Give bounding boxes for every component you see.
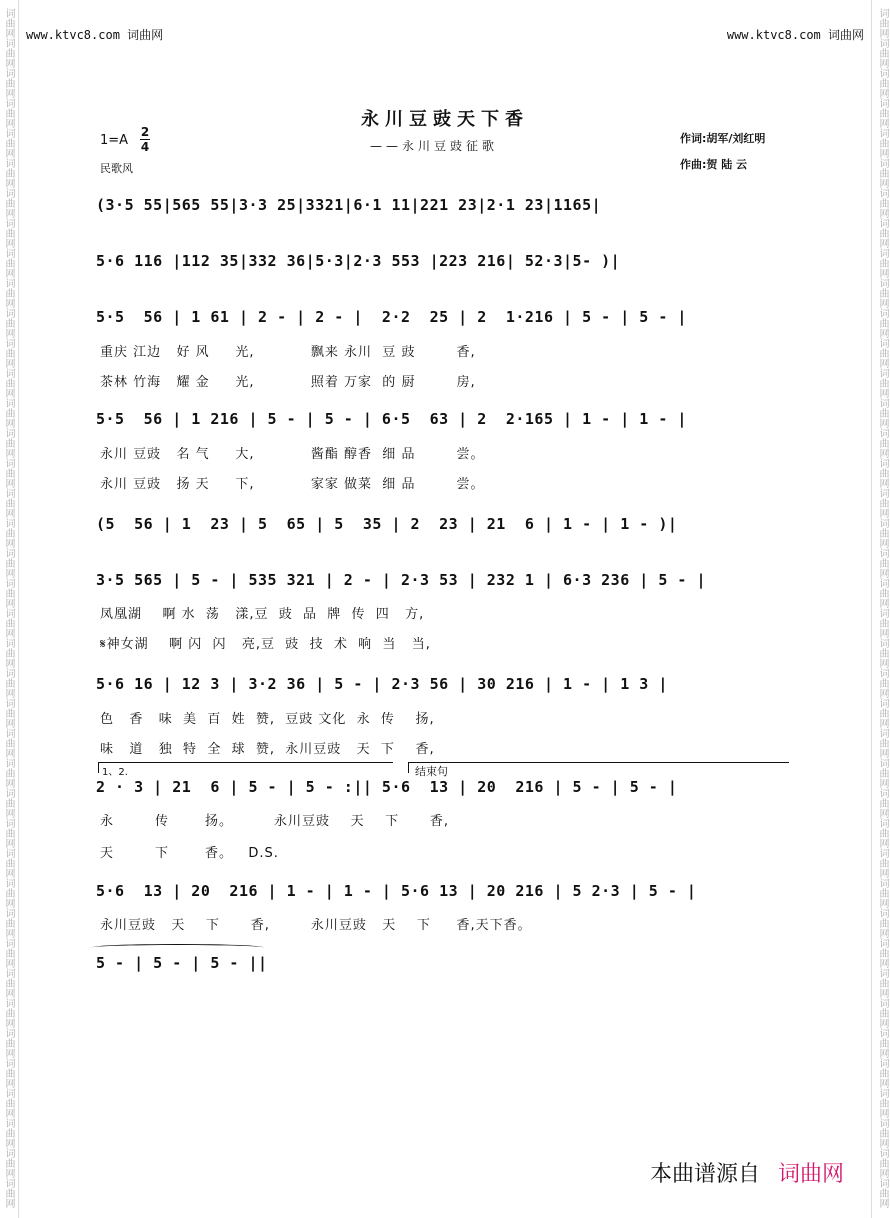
key-signature: 1=A <box>100 133 129 148</box>
notation-row: 5·6 116 |112 35|332 36|5·3|2·3 553 |223 216| 52·3|5- )| <box>96 252 621 270</box>
song-title: 永川豆豉天下香 <box>361 109 529 130</box>
lyric-line: 𝄋神女湖 啊 闪 闪 亮,豆 豉 技 术 响 当 当, <box>100 637 431 652</box>
notation-row: 5·6 13 | 20 216 | 1 - | 1 - | 5·6 13 | 20 216 | 5 2·3 | 5 - | <box>96 882 697 900</box>
lyric-line: 凤凰湖 啊 水 荡 漾,豆 豉 品 牌 传 四 方, <box>100 607 425 622</box>
notation-row: 5·6 16 | 12 3 | 3·2 36 | 5 - | 2·3 56 | 30 216 | 1 - | 1 3 | <box>96 675 668 693</box>
side-watermark-left: 词曲网词曲网词曲网词曲网词曲网词曲网词曲网词曲网词曲网词曲网词曲网词曲网词曲网词曲网词曲网词曲网词曲网词曲网词曲网词曲网词曲网词曲网词曲网词曲网词曲网词曲网词曲网词曲网词曲网词曲网词曲网词曲网词曲网词曲网词曲网词曲网词曲网词曲网词曲网词曲网 <box>3 8 14 1208</box>
notation-row: (3·5 55|565 55|3·3 25|3321|6·1 11|221 23|2·1 23|1165| <box>96 196 602 214</box>
style-marking: 民歌风 <box>100 162 133 175</box>
footer-brand[interactable]: 词曲网 <box>777 1162 844 1187</box>
time-top: 2 <box>140 125 150 139</box>
song-subtitle: ——永川豆豉征歌 <box>370 139 499 153</box>
lyric-line: 永川豆豉 天 下 香, 永川豆豉 天 下 香,天下香。 <box>100 918 532 933</box>
footer-prefix: 本曲谱源自 <box>649 1162 760 1187</box>
time-bottom: 4 <box>140 140 150 154</box>
tie-mark <box>92 944 264 951</box>
lyric-line: 味 道 独 特 全 球 赞, 永川豆豉 天 下 香, <box>100 742 435 757</box>
notation-row: 5 - | 5 - | 5 - || <box>96 954 268 972</box>
right-margin-line <box>871 0 872 1218</box>
notation-row: 5·5 56 | 1 216 | 5 - | 5 - | 6·5 63 | 2 2·165 | 1 - | 1 - | <box>96 410 687 428</box>
notation-row: 3·5 565 | 5 - | 535 321 | 2 - | 2·3 53 | 232 1 | 6·3 236 | 5 - | <box>96 571 706 589</box>
lyric-line: 色 香 味 美 百 姓 赞, 豆豉 文化 永 传 扬, <box>100 712 435 727</box>
lyric-line: 永川 豆豉 扬 天 下, 家家 做菜 细 品 尝。 <box>100 477 485 492</box>
footer-source <box>650 1157 844 1188</box>
lyric-line: 永川 豆豉 名 气 大, 酱酯 醇香 细 品 尝。 <box>100 447 485 462</box>
side-watermark-right: 词曲网词曲网词曲网词曲网词曲网词曲网词曲网词曲网词曲网词曲网词曲网词曲网词曲网词曲网词曲网词曲网词曲网词曲网词曲网词曲网词曲网词曲网词曲网词曲网词曲网词曲网词曲网词曲网词曲网词曲网词曲网词曲网词曲网词曲网词曲网词曲网词曲网词曲网词曲网词曲网 <box>877 8 888 1208</box>
left-margin-line <box>18 0 19 1218</box>
notation-row: 2 · 3 | 21 6 | 5 - | 5 - :|| 5·6 13 | 20 216 | 5 - | 5 - | <box>96 778 678 796</box>
time-signature <box>140 126 150 153</box>
ending-bracket <box>408 762 789 778</box>
lyric-line: 天 下 香。 D.S. <box>100 846 279 861</box>
volta-label: 1、2. <box>102 767 128 778</box>
lyric-line: 茶林 竹海 耀 金 光, 照着 万家 的 厨 房, <box>100 375 476 390</box>
notation-row: 5·5 56 | 1 61 | 2 - | 2 - | 2·2 25 | 2 1·216 | 5 - | 5 - | <box>96 308 687 326</box>
lyric-line: 重庆 江边 好 风 光, 飘来 永川 豆 豉 香, <box>100 345 476 360</box>
header-site-right: www.ktvc8.com 词曲网 <box>726 28 864 42</box>
ending-label: 结束句 <box>415 765 448 778</box>
lyric-line: 永 传 扬。 永川豆豉 天 下 香, <box>100 814 450 829</box>
notation-row: (5 56 | 1 23 | 5 65 | 5 35 | 2 23 | 21 6 | 1 - | 1 - )| <box>96 515 678 533</box>
header-site-left: www.ktvc8.com 词曲网 <box>26 28 164 42</box>
composer-credit: 作曲:贺 陆 云 <box>680 158 748 171</box>
lyricist-credit: 作词:胡军/刘红明 <box>680 132 766 145</box>
volta-bracket <box>98 762 393 778</box>
